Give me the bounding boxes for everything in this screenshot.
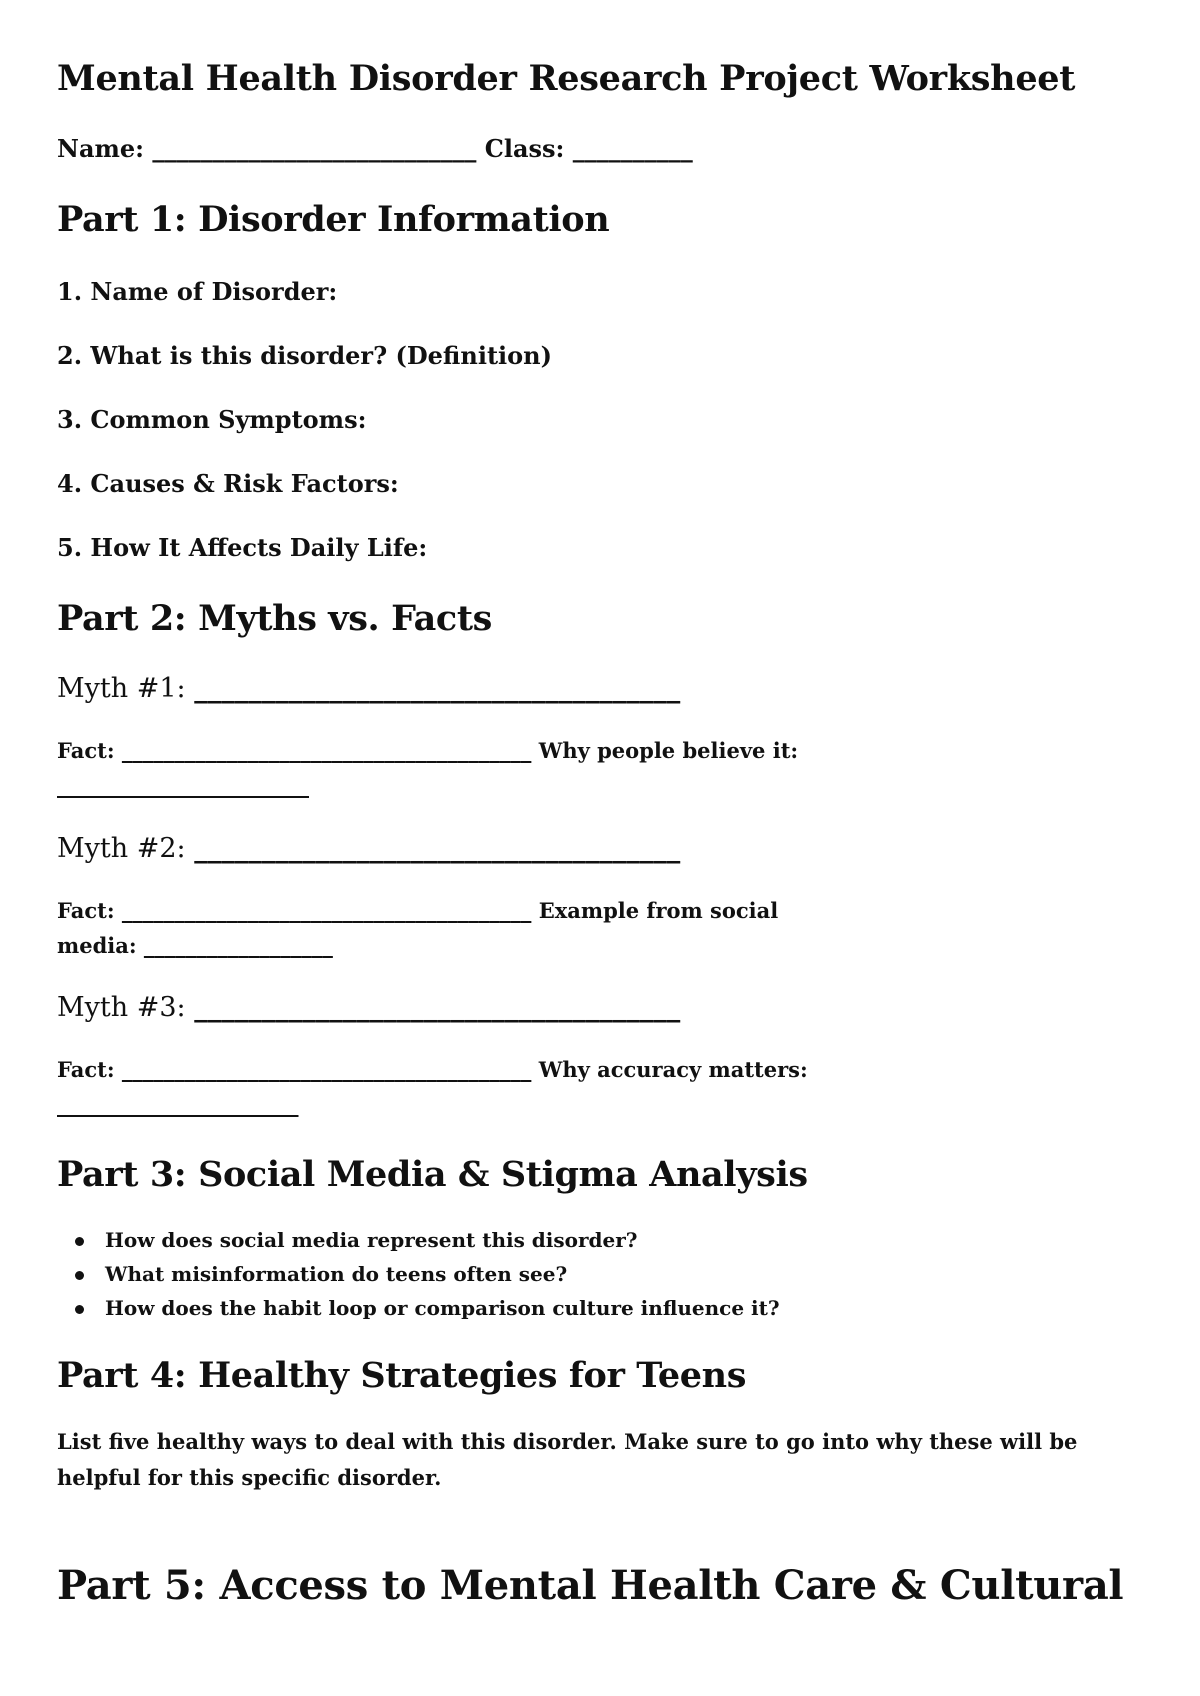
myth-field[interactable]: ____________________________________ [194,673,681,704]
list-item-text: How does social media represent this disorder? [105,1228,638,1252]
question-5: 5. How It Affects Daily Life: [57,533,428,562]
myth-label: Myth #1: [57,673,186,704]
extra-row-2 [57,933,333,958]
fact-2 [57,898,778,923]
extra-label: Why accuracy matters: [538,1057,808,1082]
myth-field[interactable]: ____________________________________ [194,992,681,1023]
fact-field[interactable]: _______________________________________ [121,738,532,763]
fact-field[interactable]: _______________________________________ [121,898,532,923]
extra-label: Example from social [538,898,779,923]
list-item [57,1223,780,1257]
fact-label: Fact: [57,898,115,923]
list-item [57,1257,780,1291]
myth-label: Myth #3: [57,992,186,1023]
myth-2 [57,833,680,864]
extra-field[interactable]: __________________ [143,933,333,958]
extra-field[interactable]: _______________________ [57,1092,299,1117]
bullet-icon [75,1271,84,1280]
question-1: 1. Name of Disorder: [57,277,338,306]
extra-label: Why people believe it: [538,738,799,763]
stigma-question-list [57,1223,780,1325]
fact-field[interactable]: _______________________________________ [121,1057,532,1082]
part3-heading: Part 3: Social Media & Stigma Analysis [57,1154,808,1195]
fact-1 [57,738,798,763]
question-2: 2. What is this disorder? (Definition) [57,341,552,370]
fact-3 [57,1057,808,1082]
name-label: Name: [57,134,145,163]
question-3: 3. Common Symptoms: [57,405,367,434]
name-field[interactable]: ___________________________ [152,134,477,163]
myth-field[interactable]: ____________________________________ [194,833,681,864]
part1-heading: Part 1: Disorder Information [57,199,610,240]
part5-heading: Part 5: Access to Mental Health Care & Cultural [57,1562,1124,1609]
myth-label: Myth #2: [57,833,186,864]
page-title: Mental Health Disorder Research Project Worksheet [57,58,1076,99]
list-item-text: What misinformation do teens often see? [105,1262,568,1286]
bullet-icon [75,1237,84,1246]
list-item [57,1291,780,1325]
class-field[interactable]: __________ [572,134,693,163]
part4-heading: Part 4: Healthy Strategies for Teens [57,1355,747,1396]
fact-label: Fact: [57,1057,115,1082]
part2-heading: Part 2: Myths vs. Facts [57,598,492,639]
question-4: 4. Causes & Risk Factors: [57,469,399,498]
name-class-row [57,134,693,163]
myth-3 [57,992,680,1023]
part4-instructions: List five healthy ways to deal with this disorder. Make sure to go into why these will be helpful for this specific disorder. [57,1429,1078,1490]
myth-1 [57,673,680,704]
extra-field[interactable]: ________________________ [57,773,309,798]
extra-label-2: media: [57,933,137,958]
fact-label: Fact: [57,738,115,763]
list-item-text: How does the habit loop or comparison culture influence it? [105,1296,780,1320]
bullet-icon [75,1305,84,1314]
class-label: Class: [484,134,565,163]
